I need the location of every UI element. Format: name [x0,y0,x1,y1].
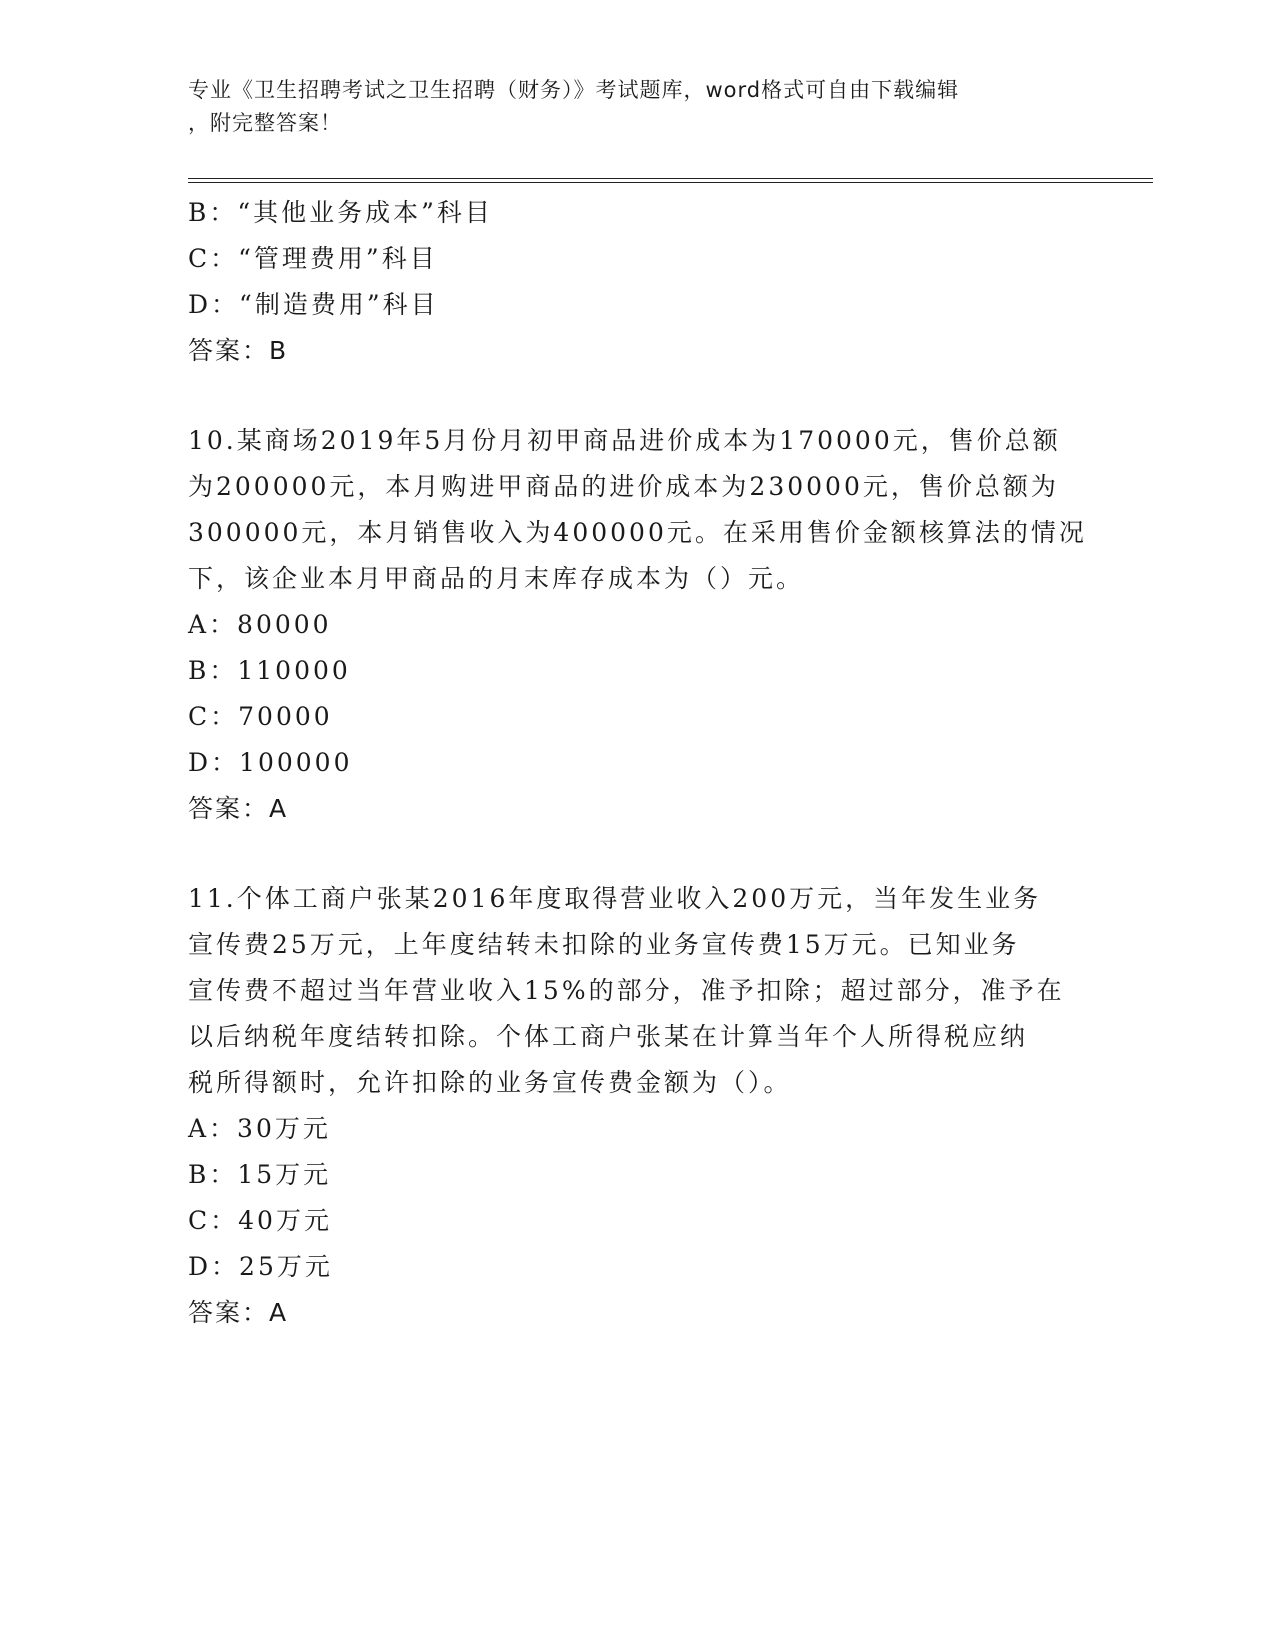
option-d: D：25万元 [188,1252,333,1281]
option-d: D：“制造费用”科目 [188,290,439,319]
option-a: A：30万元 [188,1114,331,1143]
option-b: B：“其他业务成本”科目 [188,198,493,227]
question-11 [188,876,1088,1336]
answer-line: 答案：A [188,794,289,823]
answer-line: 答案：B [188,336,289,365]
option-b: B：110000 [188,656,351,685]
header-line-1: 专业《卫生招聘考试之卫生招聘（财务）》考试题库，word格式可自由下载编辑 [188,78,960,102]
answer-line: 答案：A [188,1298,289,1327]
question-stem-line: 为200000元，本月购进甲商品的进价成本为230000元，售价总额为 [188,472,1059,501]
option-c: C：70000 [188,702,333,731]
question-stem-line: 下，该企业本月甲商品的月末库存成本为（）元。 [188,564,805,593]
previous-question-tail [188,190,1088,374]
question-stem-line: 税所得额时，允许扣除的业务宣传费金额为（）。 [188,1068,792,1097]
question-stem-line: 300000元，本月销售收入为400000元。在采用售价金额核算法的情况 [188,518,1087,547]
header-line-2: ，附完整答案！ [188,111,342,135]
question-stem-line: 11.个体工商户张某2016年度取得营业收入200万元，当年发生业务 [188,884,1042,913]
option-b: B：15万元 [188,1160,332,1189]
document-header [188,74,1088,140]
question-stem-line: 以后纳税年度结转扣除。个体工商户张某在计算当年个人所得税应纳 [188,1022,1029,1051]
question-stem-line: 宣传费不超过当年营业收入15%的部分，准予扣除；超过部分，准予在 [188,976,1065,1005]
question-10 [188,418,1088,832]
option-a: A：80000 [188,610,332,639]
document-body [188,190,1088,1336]
option-c: C：“管理费用”科目 [188,244,438,273]
question-stem-line: 宣传费25万元，上年度结转未扣除的业务宣传费15万元。已知业务 [188,930,1020,959]
option-c: C：40万元 [188,1206,332,1235]
option-d: D：100000 [188,748,353,777]
question-stem-line: 10.某商场2019年5月份月初甲商品进价成本为170000元，售价总额 [188,426,1061,455]
header-divider [188,178,1153,183]
